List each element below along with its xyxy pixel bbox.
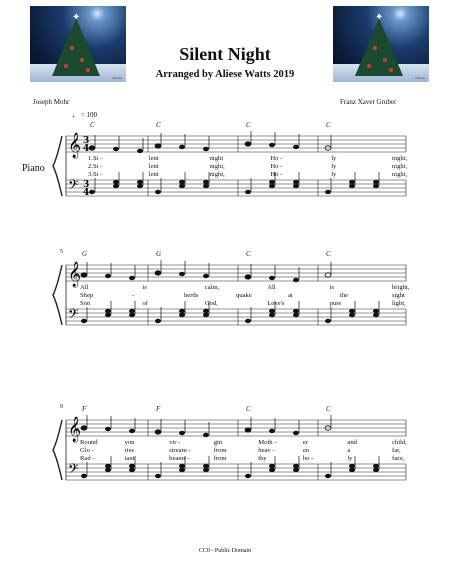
melody-note: [269, 276, 275, 280]
chord-symbol: G: [156, 250, 162, 258]
lyric-word: night,: [209, 171, 225, 178]
bass-note: [293, 309, 299, 313]
chord-symbol: C: [326, 405, 331, 413]
bass-note: [105, 309, 111, 313]
melody-note: [325, 273, 331, 277]
lyric-word: sight: [392, 292, 405, 299]
melody-note: [269, 429, 275, 433]
bass-note: [129, 464, 135, 468]
lyric-word: herds: [184, 292, 199, 299]
bass-note: [325, 319, 331, 323]
bass-note: [373, 464, 379, 468]
melody-note: [129, 276, 135, 280]
bass-note: [179, 468, 185, 472]
lyric-word: night,: [392, 155, 408, 162]
chord-symbol: C: [246, 405, 251, 413]
lyric-word: Round: [80, 439, 98, 446]
lyric-word: night,: [209, 163, 225, 170]
melody-note: [245, 142, 251, 146]
lyric-word: Rad -: [80, 455, 95, 462]
lyric-word: night,: [392, 163, 408, 170]
lyric-word: 3.Si -: [88, 171, 103, 178]
lyric-word: er: [302, 439, 308, 446]
melody-note: [105, 274, 111, 278]
lyric-word: Ho -: [270, 163, 283, 170]
lyric-word: Shep: [80, 292, 94, 299]
time-signature: 3: [83, 136, 90, 146]
lyric-word: Ho -: [270, 155, 283, 162]
lyric-word: Son: [80, 300, 91, 307]
lyric-word: ries: [124, 447, 135, 454]
bass-note: [155, 319, 161, 323]
bass-clef: 𝄢: [68, 461, 79, 480]
treble-clef: 𝄞: [68, 262, 82, 287]
melody-note: [203, 274, 209, 278]
measure-number: 5: [60, 249, 63, 255]
chord-symbol: C: [326, 250, 331, 258]
melody-note: [269, 143, 275, 147]
bass-note: [373, 184, 379, 188]
chord-symbol: C: [90, 121, 95, 129]
melody-note: [89, 146, 95, 150]
bass-note: [349, 464, 355, 468]
lyric-word: beams -: [169, 455, 190, 462]
bass-note: [129, 468, 135, 472]
bass-note: [203, 313, 209, 317]
time-signature: 4: [83, 144, 90, 154]
bass-note: [155, 190, 161, 194]
christmas-tree-image-left: ✦ eztrees: [30, 6, 126, 82]
bass-note: [293, 468, 299, 472]
lyric-word: en: [302, 447, 310, 454]
lyric-word: face,: [392, 455, 405, 462]
lyric-word: ho -: [302, 455, 314, 462]
lyric-word: ly: [347, 455, 353, 462]
bass-note: [245, 474, 251, 478]
bass-note: [105, 313, 111, 317]
lyric-word: gin: [213, 439, 223, 446]
page-title: Silent Night: [179, 44, 271, 64]
bass-note: [113, 184, 119, 188]
composer-credit: Franz Xaver Gruber: [340, 98, 397, 106]
lyric-word: ly: [331, 171, 337, 178]
lyric-word: 2.Si -: [88, 163, 103, 170]
bass-note: [203, 184, 209, 188]
brace: [53, 136, 62, 196]
bass-note: [349, 468, 355, 472]
bass-note: [203, 180, 209, 184]
bass-note: [349, 184, 355, 188]
melody-note: [155, 430, 161, 434]
christmas-tree-image-right: ✦ eztrees: [333, 6, 429, 82]
treble-clef: 𝄞: [68, 417, 82, 442]
brace: [53, 420, 62, 480]
lyric-word: a: [347, 447, 351, 454]
bass-note: [179, 309, 185, 313]
chord-symbol: G: [82, 250, 88, 258]
bass-note: [81, 474, 87, 478]
treble-clef: 𝄞: [68, 133, 82, 158]
bass-note: [373, 313, 379, 317]
lyric-word: the: [340, 292, 349, 299]
bass-note: [373, 180, 379, 184]
lyric-word: is: [142, 284, 147, 291]
melody-note: [203, 433, 209, 437]
bass-note: [293, 184, 299, 188]
bass-note: [105, 464, 111, 468]
melody-note: [293, 145, 299, 149]
bass-note: [137, 184, 143, 188]
chord-symbol: C: [246, 250, 251, 258]
bass-note: [269, 309, 275, 313]
lyric-word: -: [132, 292, 135, 299]
bass-note: [269, 464, 275, 468]
lyric-word: Ho -: [270, 171, 283, 178]
bass-note: [293, 180, 299, 184]
brace: [53, 265, 62, 325]
melody-note: [245, 428, 251, 432]
lyric-word: light,: [392, 300, 406, 307]
lyric-word: Love's: [267, 300, 285, 307]
bass-note: [269, 184, 275, 188]
lyric-word: lent: [148, 163, 159, 170]
bass-note: [293, 313, 299, 317]
lyric-word: from: [213, 455, 227, 462]
melody-note: [179, 272, 185, 276]
bass-note: [349, 309, 355, 313]
time-signature: 3: [83, 180, 90, 190]
instrument-label: Piano: [22, 163, 45, 174]
bass-note: [245, 319, 251, 323]
bass-note: [349, 180, 355, 184]
melody-note: [179, 431, 185, 435]
bass-note: [155, 474, 161, 478]
bass-note: [137, 180, 143, 184]
bass-note: [373, 309, 379, 313]
bass-note: [129, 309, 135, 313]
lyric-word: far,: [392, 447, 401, 454]
melody-note: [137, 149, 143, 153]
lyric-word: iant: [124, 455, 135, 462]
lyric-word: God,: [204, 300, 218, 307]
lyric-word: heav -: [258, 447, 275, 454]
lyric-word: pure: [329, 300, 342, 307]
bass-note: [269, 180, 275, 184]
bass-note: [179, 313, 185, 317]
melody-note: [293, 431, 299, 435]
lyric-word: vir -: [169, 439, 181, 446]
lyric-word: night: [209, 155, 224, 162]
lyric-word: at: [288, 292, 293, 299]
bass-clef: 𝄢: [68, 177, 79, 196]
bass-note: [89, 190, 95, 194]
bass-note: [179, 464, 185, 468]
lyric-word: lent: [148, 155, 159, 162]
lyric-word: yon: [124, 439, 135, 446]
lyric-word: Glo -: [80, 447, 94, 454]
melody-note: [203, 147, 209, 151]
bass-note: [245, 190, 251, 194]
tempo-marking: ♩ = 100: [72, 111, 97, 119]
bass-note: [325, 190, 331, 194]
melody-note: [155, 144, 161, 148]
lyric-word: child,: [392, 439, 407, 446]
lyric-word: All: [80, 284, 89, 291]
bass-clef: 𝄢: [68, 306, 79, 325]
chord-symbol: C: [156, 121, 161, 129]
lyric-word: 1.Si -: [88, 155, 103, 162]
chord-symbol: F: [156, 405, 161, 413]
lyric-word: ly: [331, 163, 337, 170]
bass-note: [373, 468, 379, 472]
melody-note: [179, 145, 185, 149]
melody-note: [155, 271, 161, 275]
bass-note: [325, 474, 331, 478]
lyric-word: calm,: [204, 284, 220, 291]
melody-note: [129, 429, 135, 433]
bass-note: [293, 464, 299, 468]
lyric-word: All: [267, 284, 276, 291]
bass-note: [203, 468, 209, 472]
melody-note: [105, 427, 111, 431]
lyric-word: stream -: [169, 447, 191, 454]
bass-note: [105, 468, 111, 472]
bass-note: [269, 468, 275, 472]
melody-note: [113, 147, 119, 151]
lyric-word: lent: [148, 171, 159, 178]
bass-note: [269, 313, 275, 317]
lyric-word: is: [329, 284, 334, 291]
time-signature: 4: [83, 188, 90, 198]
license-footer: CC0 - Public Domain: [198, 548, 252, 554]
lyric-word: Moth -: [258, 439, 277, 446]
lyric-word: of: [142, 300, 148, 307]
lyric-word: thy: [258, 455, 267, 462]
bass-note: [179, 184, 185, 188]
measure-number: 9: [60, 404, 63, 410]
bass-note: [349, 313, 355, 317]
lyric-word: from: [213, 447, 227, 454]
melody-note: [81, 426, 87, 430]
melody-note: [81, 273, 87, 277]
lyric-word: ly: [331, 155, 337, 162]
bass-note: [179, 180, 185, 184]
bass-note: [203, 464, 209, 468]
melody-note: [293, 278, 299, 282]
lyric-word: bright,: [392, 284, 410, 291]
bass-note: [203, 309, 209, 313]
melody-note: [245, 275, 251, 279]
chord-symbol: C: [246, 121, 251, 129]
bass-note: [81, 319, 87, 323]
lyricist-credit: Joseph Mohr: [33, 98, 70, 106]
bass-note: [113, 180, 119, 184]
bass-note: [129, 313, 135, 317]
chord-symbol: C: [326, 121, 331, 129]
lyric-word: night,: [392, 171, 408, 178]
arranger-subtitle: Arranged by Aliese Watts 2019: [155, 69, 295, 80]
lyric-word: quake: [236, 292, 252, 299]
lyric-word: and: [347, 439, 357, 446]
chord-symbol: F: [82, 405, 87, 413]
